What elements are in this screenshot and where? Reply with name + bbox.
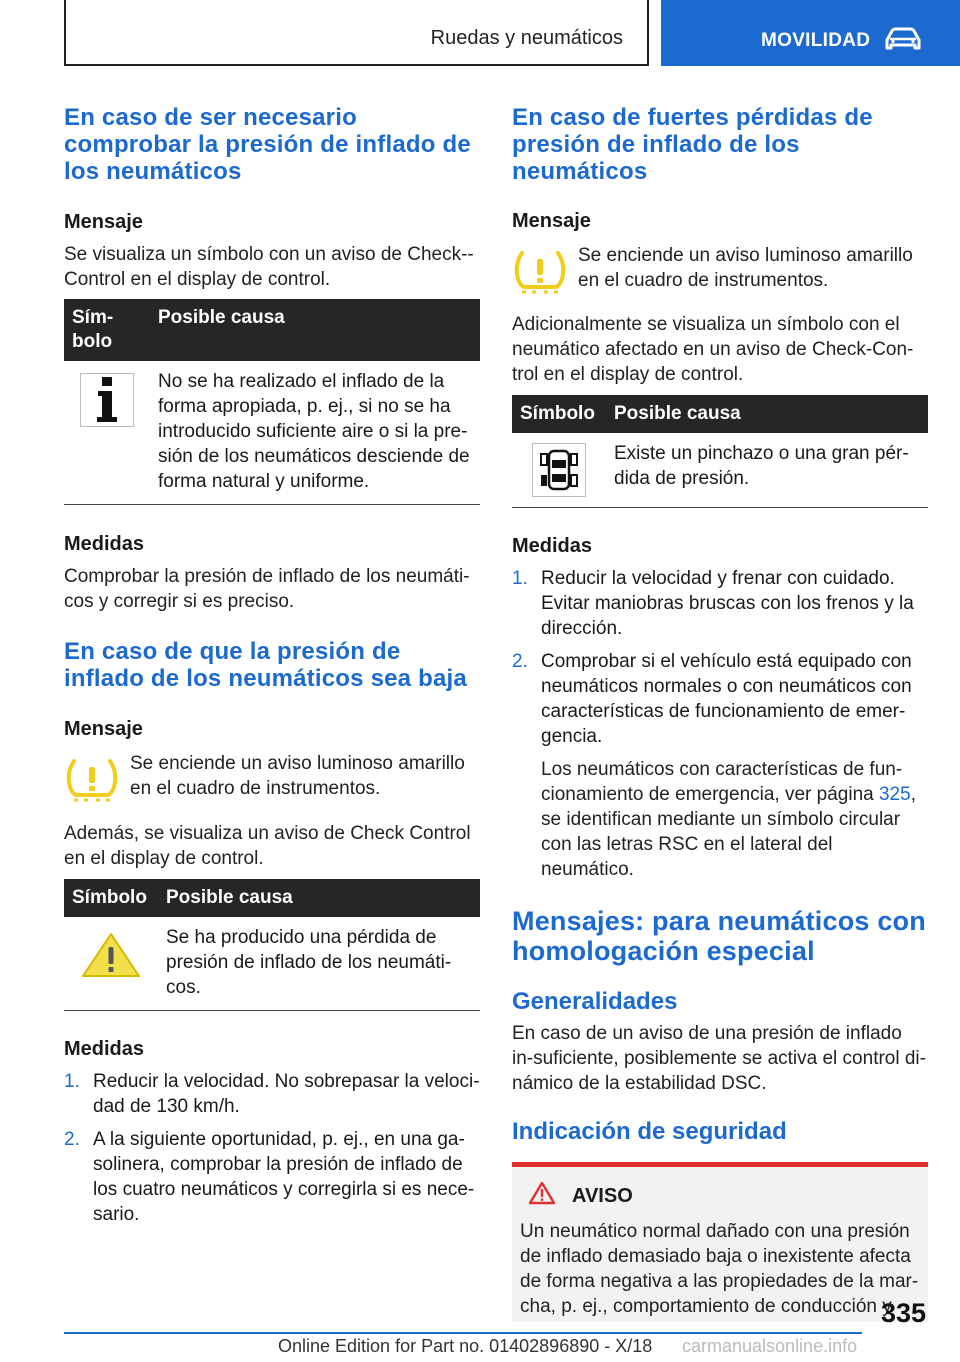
note-text: [541, 757, 928, 882]
message-row: [512, 243, 928, 300]
info-i-icon: [80, 373, 134, 427]
step-number: 2.: [64, 1129, 80, 1150]
section-heading-low-pressure: En caso de que la presión de inflado de los neumáticos sea baja: [64, 638, 467, 692]
warning-header: [520, 1181, 920, 1211]
cause-cell: Existe un pinchazo o una gran pér-dida de presión.: [606, 433, 928, 508]
section-heading-check-pressure: En caso de ser necesario comprobar la presión de inflado de los neumáticos: [64, 104, 471, 185]
table-header-symbol: Símbolo: [64, 879, 158, 917]
section-title: Ruedas y neumáticos: [430, 27, 623, 49]
warning-text: Un neumático normal dañado con una presión de inflado demasiado baja o inexistente afecta de forma negativa a las propiedades de la mar-cha, p. ej., comportamiento de conducción y: [520, 1221, 919, 1317]
list-item: [64, 1127, 480, 1227]
warning-triangle-icon: [80, 931, 142, 986]
step-text: Reducir la velocidad y frenar con cuidado. Evitar maniobras bruscas con los frenos y la dirección.: [541, 568, 914, 639]
table-row: [64, 361, 480, 505]
table-header-symbol: Sím-bolo: [64, 299, 150, 361]
note-text-before: Los neumáticos con características de fun-cionamiento de emergencia, ver página: [541, 759, 903, 805]
subsection-heading-general: Generalidades: [512, 988, 678, 1015]
step-text: Comprobar si el vehículo está equipado con neumáticos normales o con neumáticos con características de funcionamiento de emer-gencia.: [541, 651, 912, 747]
warning-box: [512, 1162, 928, 1322]
symbol-table: [64, 879, 480, 1011]
table-header-symbol: Símbolo: [512, 395, 606, 433]
measures-label: Medidas: [64, 1038, 145, 1060]
tire-pressure-warning-icon: [64, 751, 130, 808]
note-text-after: , se identifican mediante un símbolo circular con las letras RSC en el lateral del neumático.: [541, 784, 916, 880]
chapter-title: MOVILIDAD: [761, 30, 871, 51]
watermark-text: carmanualsonline.info: [682, 1336, 858, 1356]
measures-label: Medidas: [512, 535, 593, 557]
edition-text: Online Edition for Part no. 01402896890 - X/18: [278, 1336, 653, 1356]
message-label: Mensaje: [512, 210, 591, 232]
car-tire-damage-icon: [532, 443, 586, 497]
message-text: Se enciende un aviso luminoso amarillo en el cuadro de instrumentos.: [130, 753, 465, 799]
list-item: [512, 566, 928, 641]
cause-cell: No se ha realizado el inflado de la forma apropiada, p. ej., si no se ha introducido suficiente aire o si la pre-sión de los neumáticos desciende de forma natural y uniforme.: [150, 361, 480, 505]
footer-divider: [64, 1332, 862, 1334]
warning-label: AVISO: [572, 1184, 633, 1207]
step-number: 1.: [64, 1071, 80, 1092]
step-number: 1.: [512, 568, 528, 589]
car-icon: [883, 26, 923, 57]
section-heading-special-tires: Mensajes: para neumáticos con homologación especial: [512, 906, 926, 966]
right-column: [512, 100, 928, 1322]
section-header: [64, 0, 649, 66]
message-label: Mensaje: [64, 718, 143, 740]
step-text: A la siguiente oportunidad, p. ej., en una ga-solinera, comprobar la presión de inflado de los cuatro neumáticos y corregirla si es nece-sario.: [93, 1129, 475, 1225]
measures-list: [64, 1069, 480, 1227]
left-column: [64, 100, 480, 1235]
list-item: [64, 1069, 480, 1119]
symbol-cell: [512, 433, 606, 508]
measures-label: Medidas: [64, 533, 145, 555]
extra-text: Además, se visualiza un aviso de Check Control en el display de control.: [64, 823, 471, 869]
step-number: 2.: [512, 651, 528, 672]
measures-text: Comprobar la presión de inflado de los neumáti-cos y corregir si es preciso.: [64, 566, 470, 612]
message-text: Se visualiza un símbolo con un aviso de Check--Control en el display de control.: [64, 244, 474, 290]
table-header-cause: Posible causa: [606, 395, 928, 433]
symbol-cell: [64, 361, 150, 505]
symbol-table: [512, 395, 928, 508]
page-number: 335: [880, 1298, 926, 1328]
step-text: Reducir la velocidad. No sobrepasar la veloci-dad de 130 km/h.: [93, 1071, 480, 1117]
general-text: En caso de un aviso de una presión de inflado in-suficiente, posiblemente se activa el control di-námico de la estabilidad DSC.: [512, 1023, 926, 1094]
page-header: [0, 0, 960, 66]
message-text: Se enciende un aviso luminoso amarillo en el cuadro de instrumentos.: [578, 245, 913, 291]
table-header-cause: Posible causa: [150, 299, 480, 361]
chapter-tab: [661, 0, 960, 66]
message-label: Mensaje: [64, 211, 143, 233]
table-header-cause: Posible causa: [158, 879, 480, 917]
table-row: [512, 433, 928, 508]
table-row: [64, 917, 480, 1011]
list-item: [512, 649, 928, 749]
section-heading-strong-loss: En caso de fuertes pérdidas de presión de inflado de los neumáticos: [512, 104, 873, 185]
measures-list: [512, 566, 928, 749]
page-reference-link[interactable]: 325: [878, 784, 911, 805]
warning-triangle-icon: [528, 1181, 556, 1211]
symbol-table: [64, 299, 480, 505]
symbol-cell: [64, 917, 158, 1011]
subsection-heading-safety: Indicación de seguridad: [512, 1118, 787, 1145]
extra-text: Adicionalmente se visualiza un símbolo con el neumático afectado en un aviso de Check-Con-trol en el display de control.: [512, 314, 914, 385]
message-row: [64, 751, 480, 808]
cause-cell: Se ha producido una pérdida de presión de inflado de los neumáti-cos.: [158, 917, 480, 1011]
tire-pressure-warning-icon: [512, 243, 578, 300]
